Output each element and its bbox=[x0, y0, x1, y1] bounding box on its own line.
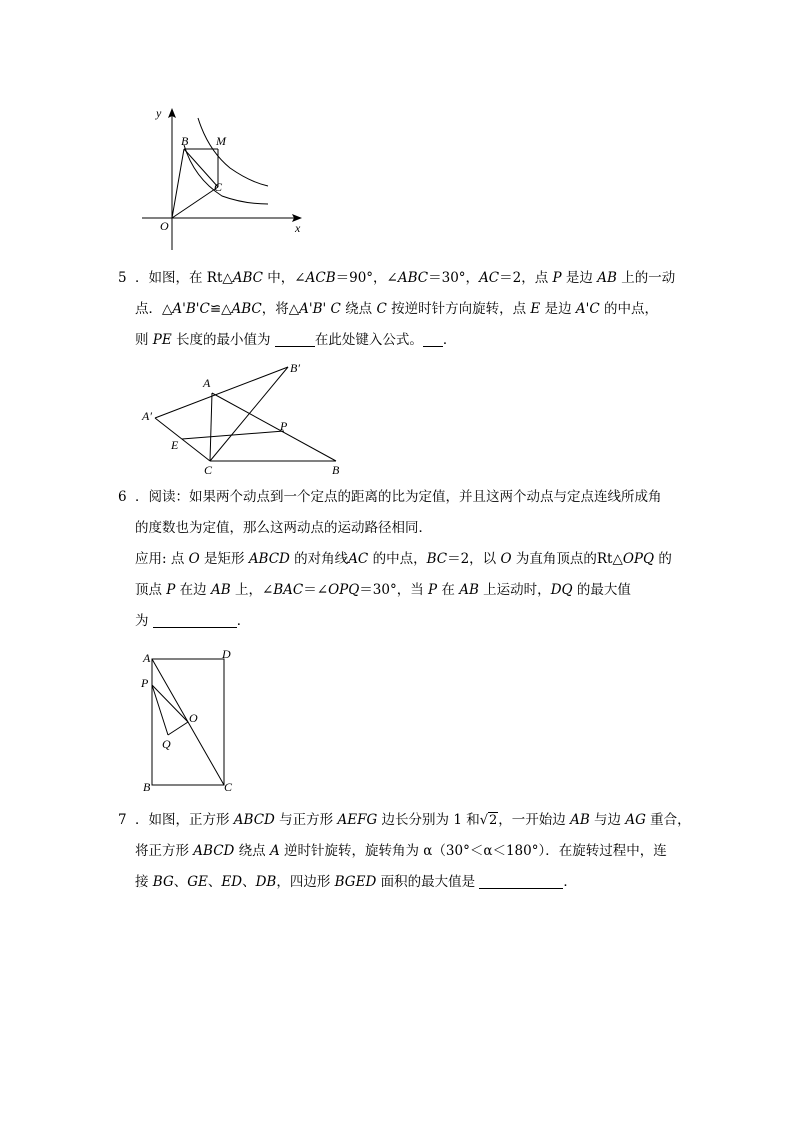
problem-number: 5 bbox=[118, 270, 127, 286]
label-q: Q bbox=[162, 737, 171, 751]
label-b: B bbox=[143, 780, 151, 794]
problem-number: 7 bbox=[118, 812, 127, 828]
figure-hyperbola-graph bbox=[140, 100, 310, 260]
label-e: E bbox=[171, 438, 179, 452]
label-x: x bbox=[295, 221, 301, 235]
label-m: M bbox=[216, 134, 226, 148]
answer-blank[interactable] bbox=[275, 332, 315, 347]
problem-number: 6 bbox=[118, 489, 127, 505]
label-d: D bbox=[222, 647, 231, 661]
problem-5: 5 ．如图，在 Rt△ABC 中，∠ACB＝90°，∠ABC＝30°，AC＝2，点 P 是边 AB 上的一动 点．△A'B'C≌△ABC，将△A'B' C 绕点 C 按逆时针方向旋转，点 E 是边 A'C 的中点， 则 PE 长度的最小值为 在此处键入公式。 ． bbox=[118, 263, 678, 356]
answer-blank[interactable] bbox=[479, 874, 563, 889]
label-p: P bbox=[280, 419, 288, 433]
label-c: C bbox=[224, 780, 233, 794]
figure-rotated-triangles bbox=[138, 360, 358, 480]
problem-6: 6 ．阅读：如果两个动点到一个定点的距离的比为定值，并且这两个动点与定点连线所成角 的度数也为定值，那么这两动点的运动路径相同． 应用: 点 O 是矩形 ABCD 的对角线AC 的中点，BC＝2，以 O 为直角顶点的Rt△OPQ 的 顶点 P 在边 AB 上，∠BAC＝∠OPQ＝30°，当 P 在 AB 上运动时，DQ 的最大值 为 ． bbox=[118, 482, 678, 637]
label-o: O bbox=[160, 219, 169, 233]
figure-rectangle-opq bbox=[138, 645, 248, 795]
label-b: B bbox=[181, 134, 189, 148]
formula-placeholder[interactable]: 在此处键入公式。 bbox=[314, 332, 423, 348]
inner-hyperbola bbox=[184, 145, 268, 204]
label-a: A bbox=[203, 376, 211, 390]
label-c: C bbox=[204, 463, 213, 477]
label-c: C bbox=[214, 180, 223, 194]
sqrt-symbol: √2 bbox=[479, 813, 498, 828]
problem-7: 7 ．如图，正方形 ABCD 与正方形 AEFG 边长分别为 1 和√2，一开始边 AB 与边 AG 重合， 将正方形 ABCD 绕点 A 逆时针旋转，旋转角为 α（30°＜α＜180°）．在旋转过程中，连 接 BG、GE、ED、DB，四边形 BGED 面积的最大值是 ． bbox=[118, 805, 678, 898]
label-b-prime: B′ bbox=[290, 361, 300, 375]
label-o: O bbox=[189, 711, 198, 725]
label-y: y bbox=[156, 106, 162, 120]
label-b: B bbox=[332, 463, 340, 477]
label-a: A bbox=[143, 651, 151, 665]
answer-blank[interactable] bbox=[153, 613, 237, 628]
label-p: P bbox=[141, 676, 149, 690]
answer-blank-tail bbox=[423, 332, 443, 347]
label-a-prime: A′ bbox=[142, 409, 152, 423]
